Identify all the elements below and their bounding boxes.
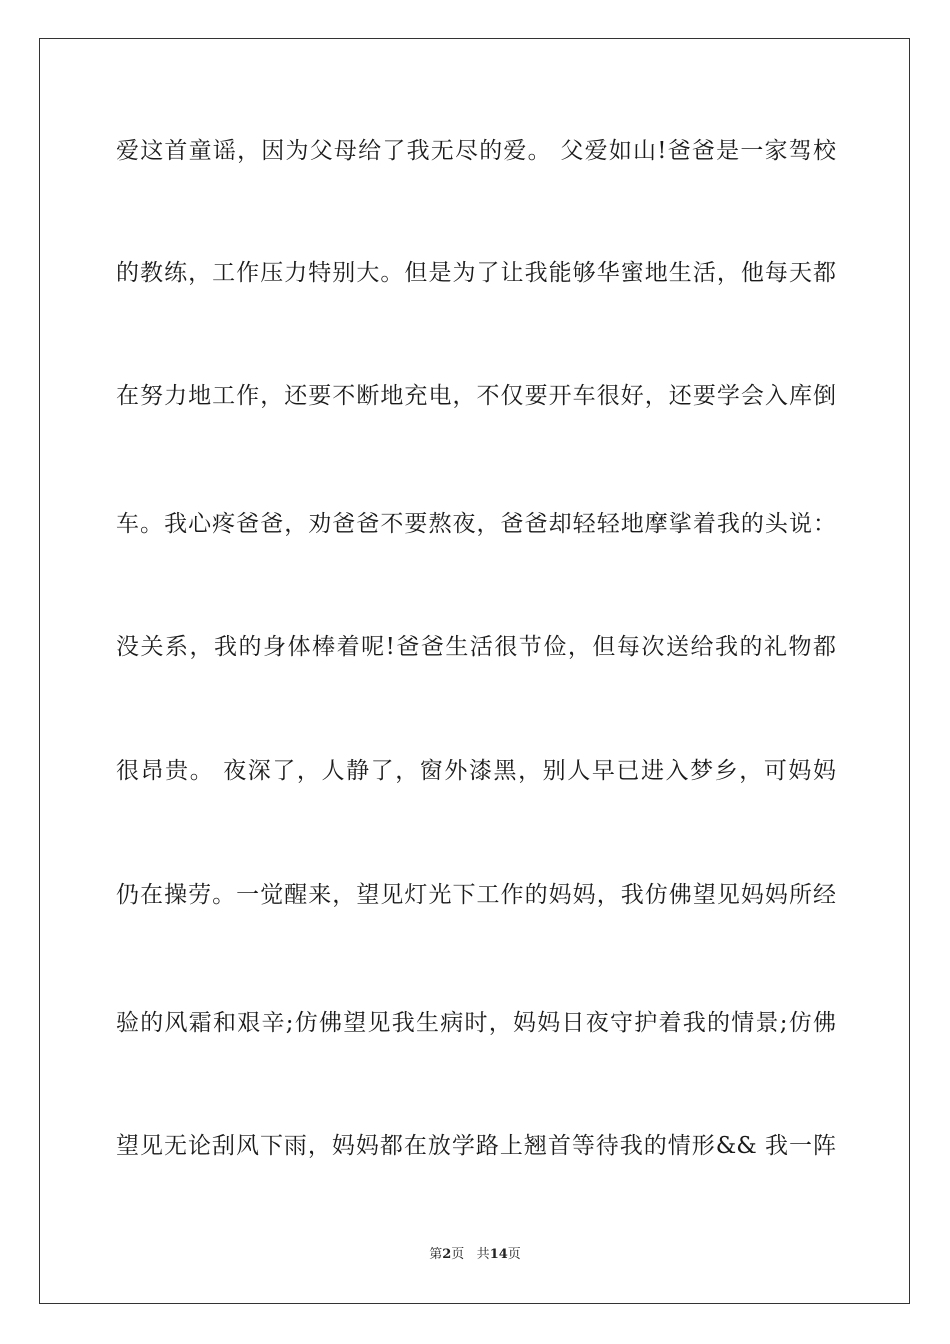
body-text-line: 爱这首童谣，因为父母给了我无尽的爱。 父爱如山!爸爸是一家驾校 [116,138,836,164]
footer-page-number: 2 [442,1247,452,1262]
footer-total-suffix: 页 [507,1247,521,1262]
footer-page-suffix: 页 [451,1247,465,1262]
footer-total-pages: 14 [489,1247,508,1262]
body-text-line: 仍在操劳。一觉醒来，望见灯光下工作的妈妈，我仿佛望见妈妈所经 [116,882,836,908]
page-border [39,38,910,1304]
body-text-line: 验的风霜和艰辛;仿佛望见我生病时，妈妈日夜守护着我的情景;仿佛 [116,1010,836,1036]
footer-page-prefix: 第 [429,1247,443,1262]
footer-total-prefix: 共 [476,1247,490,1262]
body-text-line: 望见无论刮风下雨，妈妈都在放学路上翘首等待我的情形&& 我一阵 [116,1133,836,1159]
body-text-line: 车。我心疼爸爸，劝爸爸不要熬夜，爸爸却轻轻地摩挲着我的头说： [116,511,836,537]
page-footer [0,1246,950,1264]
body-text-line: 很昂贵。 夜深了，人静了，窗外漆黑，别人早已进入梦乡，可妈妈 [116,758,836,784]
body-text-line: 没关系，我的身体棒着呢!爸爸生活很节俭，但每次送给我的礼物都 [116,634,836,660]
body-text-line: 在努力地工作，还要不断地充电，不仅要开车很好，还要学会入库倒 [116,383,836,409]
body-text-line: 的教练，工作压力特别大。但是为了让我能够华蜜地生活，他每天都 [116,260,836,286]
